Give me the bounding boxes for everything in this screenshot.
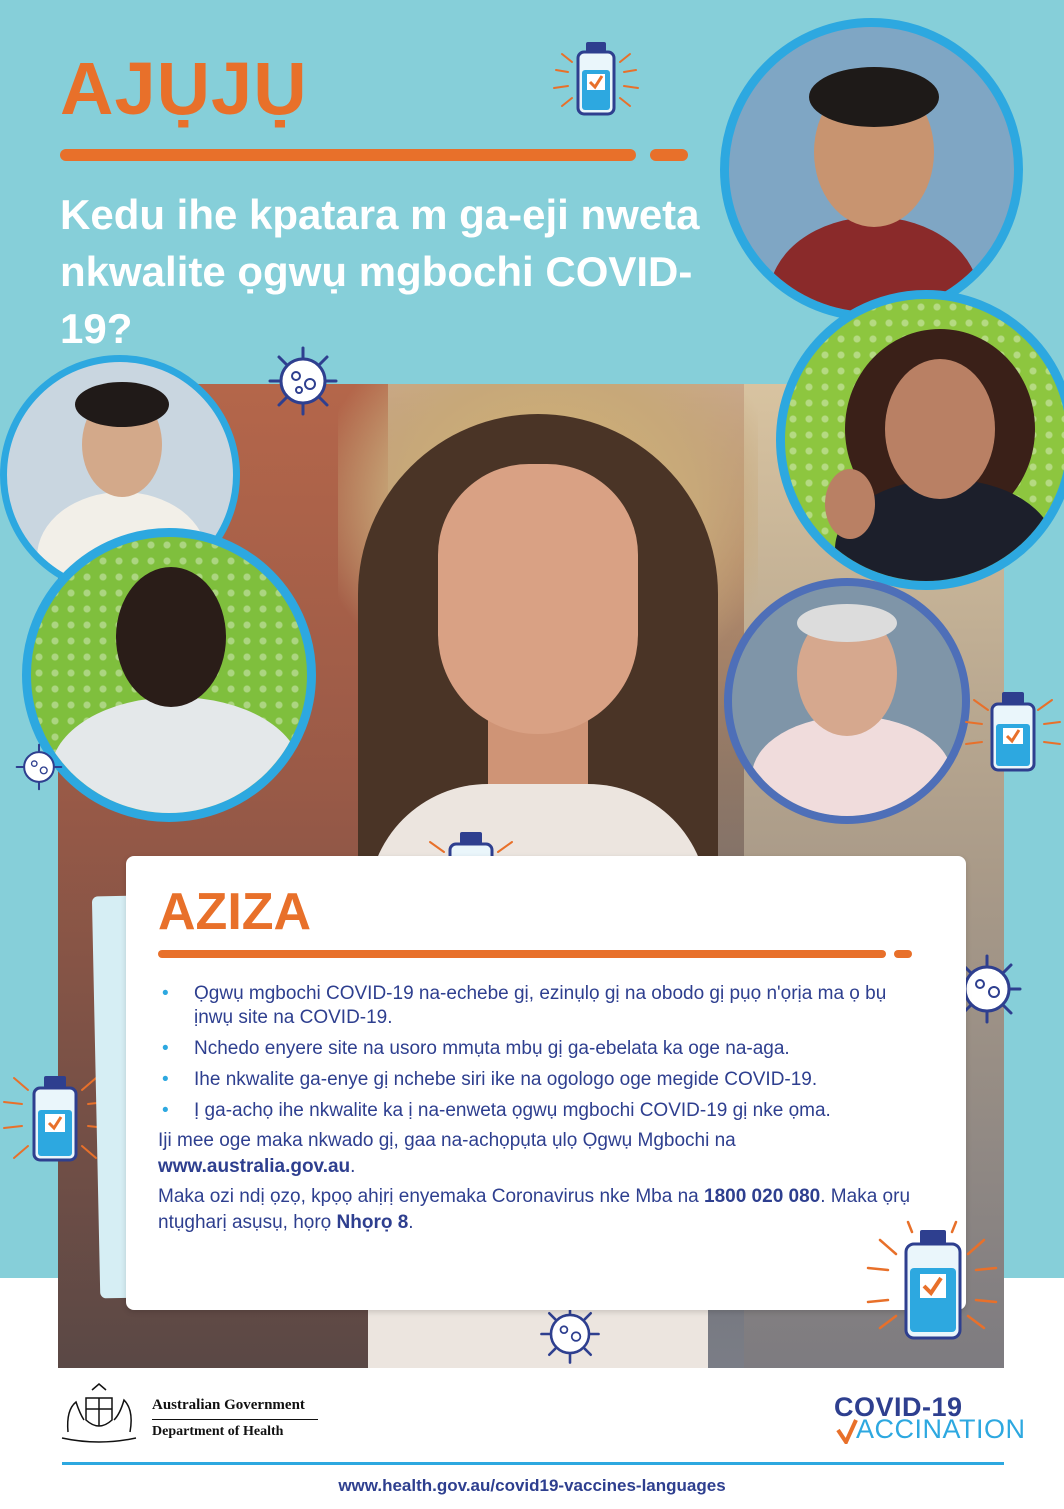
gov-department: Department of Health <box>152 1424 284 1439</box>
footer-divider <box>62 1462 1004 1465</box>
virus-icon <box>538 1302 602 1366</box>
vaccine-vial-icon <box>962 684 1064 780</box>
language-option: Nhọrọ 8 <box>336 1212 409 1233</box>
list-item: • Ihe nkwalite ga-enye gị nchebe siri ike na ogologo oge megide COVID-19. <box>158 1068 918 1092</box>
list-item: • Nchedo enyere site na usoro mmụta mbụ gị ga-ebelata ka oge na-aga. <box>158 1037 918 1061</box>
portrait-doctor <box>724 578 970 824</box>
list-item: • Ị ga-achọ ihe nkwalite ka ị na-enweta ọgwụ mgbochi COVID-19 gị nke ọma. <box>158 1099 918 1123</box>
coat-of-arms-icon <box>58 1380 140 1446</box>
australia-gov-link[interactable]: www.australia.gov.au <box>158 1156 351 1177</box>
virus-icon <box>266 344 340 418</box>
answer-heading: AZIZA <box>158 883 312 941</box>
footer-url[interactable]: www.health.gov.au/covid19-vaccines-languages <box>338 1476 726 1495</box>
portrait-woman-thumbsup <box>776 290 1064 590</box>
gov-name: Australian Government <box>152 1397 305 1413</box>
covid-logo-line1: COVID-19 <box>834 1392 963 1422</box>
question-text: Kedu ihe kpatara m ga-eji nweta nkwalite ọgwụ mgbochi COVID-19? <box>60 191 700 352</box>
portrait-man-african <box>22 528 316 822</box>
answer-underline <box>158 950 886 958</box>
booking-paragraph: Iji mee oge maka nkwado gị, gaa na-achọpụta ụlọ Ọgwụ Mgbochi na www.australia.gov.au. <box>158 1130 736 1177</box>
page-title: AJỤJỤ <box>60 47 308 130</box>
title-underline <box>60 149 636 161</box>
title-underline-dash <box>650 149 688 161</box>
vaccine-vial-icon <box>548 40 644 120</box>
checkmark-logo-icon <box>836 1418 858 1444</box>
vaccine-vial-icon <box>0 1062 110 1174</box>
virus-icon <box>14 742 64 792</box>
gov-divider <box>152 1419 318 1420</box>
list-item: • Ọgwụ mgbochi COVID-19 na-echebe gị, ezinụlọ gị na obodo gị pụọ n'ọrịa ma ọ bụ ịnwụ site na COVID-19. <box>158 982 918 1030</box>
answer-underline-dash <box>894 950 912 958</box>
covid-logo-line2: ACCINATION <box>856 1414 1026 1444</box>
portrait-man-top <box>720 18 1023 321</box>
hotline-paragraph: Maka ozi ndị ọzọ, kpọọ ahịrị enyemaka Coronavirus nke Mba na 1800 020 080. Maka ọrụ ntụgharị asụsụ, họrọ Nhọrọ 8. <box>158 1186 911 1233</box>
vaccine-vial-icon <box>862 1218 1002 1346</box>
answer-bullets <box>158 982 918 1130</box>
hotline-number[interactable]: 1800 020 080 <box>704 1186 821 1207</box>
